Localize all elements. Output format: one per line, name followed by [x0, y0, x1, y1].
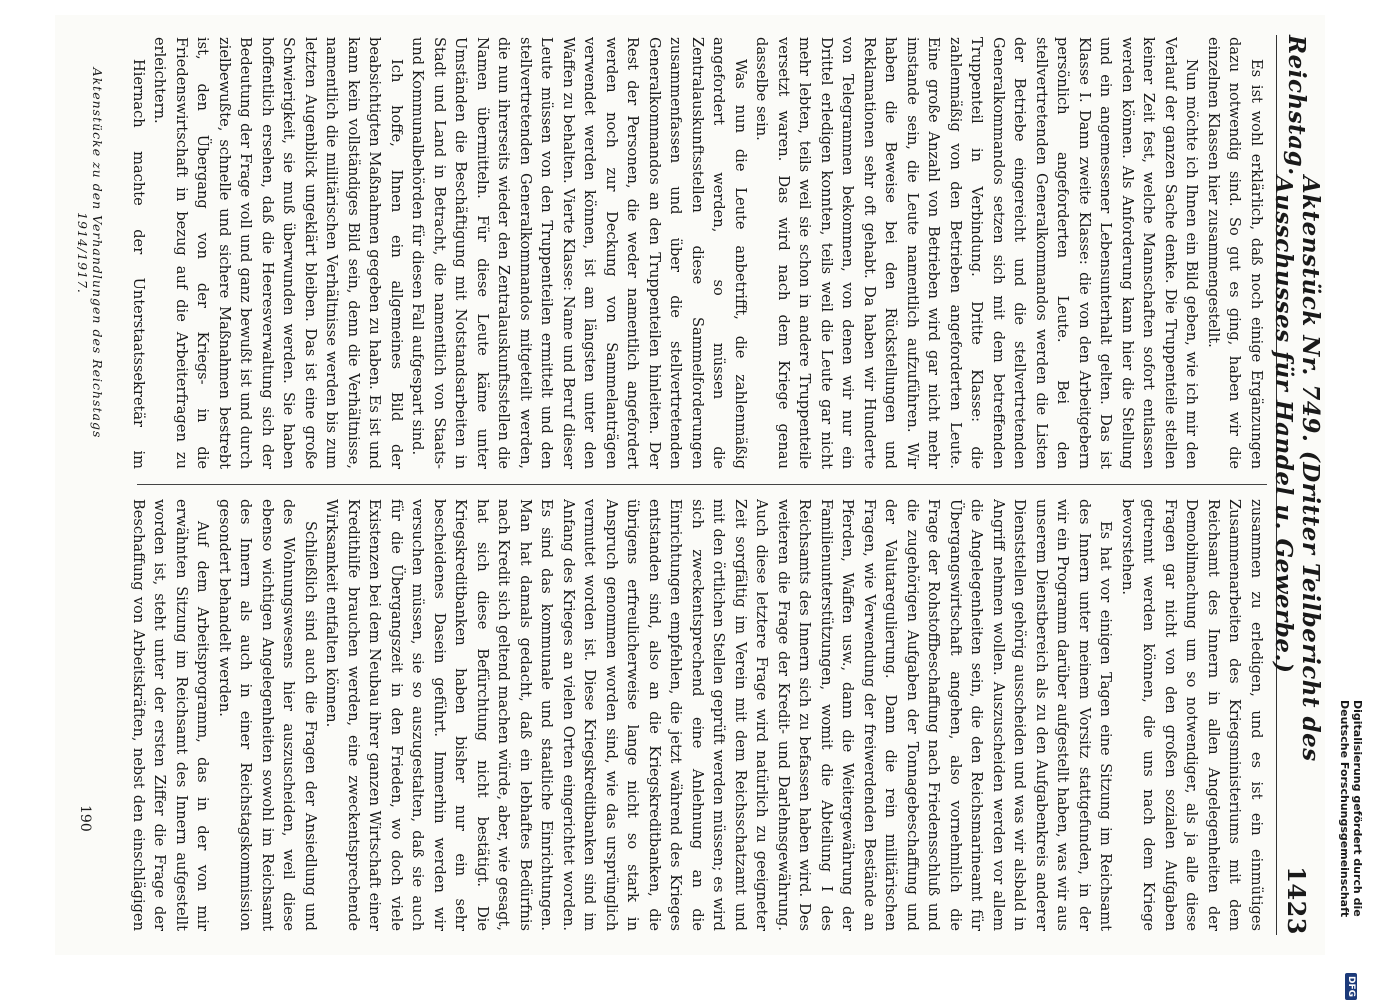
header-page-number: 1423 — [1282, 866, 1312, 935]
paragraph: Es hat vor einigen Tagen eine Sitzung im Reichsamt des Innern unter meinem Vorsitz stattgefunden, in der wir ein Programm darüber aufgestellt haben, was wir aus unserem Dienstbereich als zu den Aufgabenkreis anderer Dienststellen gehörig ausscheiden und was wir alsbald in Angriff nehmen wollen. Auszuscheiden werden vor allem die Angelegenheiten sein, die den Reichsmarineamt für Übergangswirtschaft angehen, also vornehmlich die Frage der Rohstoffbeschaffung nach Friedensschluß und die zugehörigen Aufgaben der Tonnagebeschaffung und der Valutaregulierung. Dann die rein militärischen Fragen, wie Verwendung der freiwerdenden Bestände an Pferden, Waffen usw., dann die Weitergewährung der Familienunterstützungen, womit die Abteilung I des Reichsamts des Innern sich zu befassen haben wird. Des weiteren die Frage der Kredit- und Darlehnsgewährung. Auch diese letztere Frage wird natürlich zu geeigneter Zeit sorgfältig im Verein mit dem Reichsschatzamt und mit den örtlichen Stellen geprüft werden müssen; es wird sich zweckentsprechend eine Anlehnung an die Einrichtungen empfehlen, die jetzt während des Krieges entstanden sind, also an die Kriegskreditbanken, die übrigens erfreulicherweise lange nicht so stark in Anspruch genommen worden sind, wie das ursprünglich vermutet worden ist. Diese Kriegskreditbanken sind im Anfang des Krieges an vielen Orten eingerichtet worden. Es sind das kommunale und staatliche Einrichtungen. Man hat damals gedacht, daß ein lebhaftes Bedürfnis nach Kredit sich geltend machen würde, aber, wie gesagt, hat sich diese Befürchtung nicht bestätigt. Die Kriegskreditbanken haben bisher nur ein sehr bescheidenes Dasein geführt. Immerhin werden wir versuchen müssen, sie so auszugestalten, daß sie auch für die Übergangszeit in den Frieden, wo doch viele Existenzen bei dem Neubau ihrer ganzen Wirtschaft einer Kredithilfe brauchen werden, eine zweckentsprechende Wirksamkeit entfalten können. — [323, 499, 1115, 931]
paragraph: Ich hoffe, Ihnen ein allgemeines Bild der beabsichtigten Maßnahmen gegeben zu haben. Es ist und kann kein vollständiges Bild sein, denn die Verhältnisse, namentlich die militärischen Verhältnisse werden bis zum letzten Augenblick ungeklärt bleiben. Das ist eine große Schwierigkeit, sie muß überwunden werden. Sie haben hoffentlich ersehen, daß die Heeresverwaltung sich der Bedeutung der Frage voll und ganz bewußt ist und durch zielbewußte, schnelle und sichere Maßnahmen bestrebt ist, den Übergang von der Kriegs- in die Friedenswirtschaft in bezug auf die Arbeiterfragen zu erleichtern. — [151, 37, 405, 469]
paragraph: Hiernach machte der Unterstaatssekretär im — [130, 59, 147, 469]
column-divider — [137, 484, 1267, 485]
sheet-number: 190 — [77, 805, 93, 832]
paragraph: Auf dem Arbeitsprogramm, das in der von mir erwähnten Sitzung im Reichsamt des Innern aufgestellt worden ist, steht unter der ersten Ziffer die Frage der Beschaffung von Arbeitskräften, nebst den einschlägigen — [130, 499, 212, 931]
digitization-note — [1340, 0, 1362, 1000]
page-header — [1270, 35, 1324, 935]
paragraph: Nun möchte ich Ihnen ein Bild geben, wie ich mir den Verlauf der ganzen Sache denke. Die Truppenteile stellen keiner Zeit fest, welche Mannschaften sofort entlassen werden können. Als Anforderung kann hier die Stellung und ein angemessener Lebensunterhalt gelten. Das ist Klasse I. Dann zweite Klasse: die von den Arbeitgebern persönlich angeforderten Leute. Bei den stellvertretenden Generalkommandos werden die Listen der Betriebe eingereicht und die stellvertretenden Generalkommandos setzen sich mit dem betreffenden Truppenteil in Verbindung. Dritte Klasse: die zahlenmäßig von den Betrieben angeforderten Leute. Eine große Anzahl von Betrieben wird gar nicht mehr imstande sein, die Leute namentlich aufzuführen. Wir haben die Beweise bei den Rückstellungen und Reklamationen sehr oft gehabt. Da haben wir Hunderte von Telegrammen bekommen, von denen wir nur ein Drittel erledigen konnten, teils weil die Leute gar nicht mehr lebten, teils weil sie schon in andere Truppenteile versetzt waren. Das wird nach dem Kriege genau dasselbe sein. — [753, 37, 1201, 469]
paragraph: Es ist wohl erklärlich, daß noch einige Ergänzungen dazu notwendig sind. So gut es ging, haben wir die einzelnen Klassen hier zusammengestellt. — [1205, 37, 1265, 469]
document-page — [55, 15, 1325, 955]
page-footer: Aktenstücke zu den Verhandlungen des Reichstags 1914/1917. — [75, 67, 105, 439]
digitization-text: Digitalisierung gefördert durch die Deutsche Forschungsgemeinschaft — [1338, 700, 1364, 918]
paragraph: zusammen zu erledigen, und es ist ein einmütiges Zusammenarbeiten des Kriegsministeriums mit dem Reichsamt des Innern in allen Angelegenheiten der Demobilmachung um so notwendiger, als ja alle diese Fragen gar nicht von den großen sozialen Aufgaben getrennt werden können, die uns nach dem Kriege bevorstehen. — [1119, 499, 1265, 931]
header-title: Aktenstück Nr. 749. (Dritter Teilbericht des Ausschusses für Handel u. Gewerbe.) — [1270, 175, 1324, 762]
paragraph: Schließlich sind auch die Fragen der Ansiedlung und des Wohnungswesens hier auszuscheiden, weil diese ebenso wichtigen Angelegenheiten sowohl im Reichsamt des Innern als auch in einer Reichstagskommission gesondert behandelt werden. — [216, 499, 319, 931]
right-column — [127, 499, 1267, 931]
dfg-logo-icon: DFG — [1345, 973, 1357, 1000]
paragraph: Was nun die Leute anbetrifft, die zahlenmäßig angefordert werden, so müssen die Zentralauskunftsstellen diese Sammelforderungen zusammenfassen und über die stellvertretenden Generalkommandos an den Truppenteilen hinleiten. Der Rest der Personen, die weder namentlich angefordert werden noch zur Deckung von Sammelanträgen verwendet werden können, ist am längsten unter den Waffen zu behalten. Vierte Klasse: Name und Beruf dieser Leute müssen von den Truppenteilen ermittelt und den stellvertretenden Generalkommandos mitgeteilt werden, die nun ihrerseits wieder den Zentralauskunftsstellen die Namen übermitteln. Für diese Leute käme unter Umständen die Beschäftigung mit Notstandsarbeiten in Stadt und Land in Betracht, die namentlich von Staats- und Kommunalbehörden für diesen Fall aufgespart sind. — [409, 37, 749, 469]
left-column — [127, 37, 1267, 469]
header-reichstag: Reichstag. — [1283, 35, 1311, 176]
